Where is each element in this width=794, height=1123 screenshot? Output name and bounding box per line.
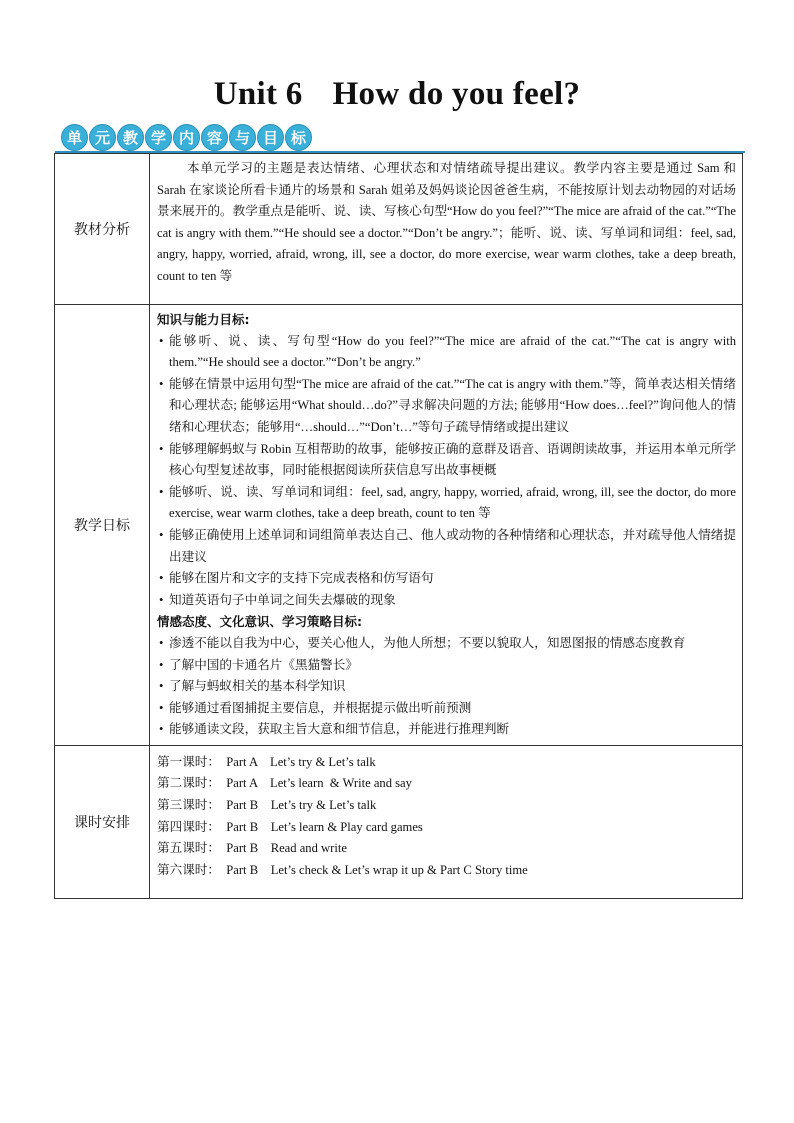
row-label-objectives: 教学日标 (55, 305, 150, 746)
list-item: • 能够理解蚂蚁与 Robin 互相帮助的故事，能够按正确的意群及语音、语调朗读故事，并运用本单元所学核心句型复述故事，同时能根据阅读所获信息写出故事梗概 (157, 439, 736, 482)
schedule-cell (150, 745, 743, 898)
list-item: • 能够在情景中运用句型“The mice are afraid of the cat.”“The cat is angry with them.”等，简单表达相关情绪和心理状态; 能够运用“What should…do?”寻求解决问题的方法; 能够用“How does…feel?”询问他人的情绪和心理状态；能够用“…should…”“Don’t…”等句子疏导情绪或提出建议 (157, 374, 736, 439)
list-item: • 能够正确使用上述单词和词组简单表达自己、他人或动物的各种情绪和心理状态，并对疏导他人情绪提出建议 (157, 525, 736, 568)
objectives-cell (150, 305, 743, 746)
header-char: 教 (117, 124, 144, 151)
lesson-line: 第四课时： Part B Let’s learn & Play card games (157, 819, 423, 834)
list-item: • 能够通过看图捕捉主要信息，并根据提示做出听前预测 (157, 698, 736, 720)
header-char: 容 (201, 124, 228, 151)
header-char: 标 (285, 124, 312, 151)
list-item: • 知道英语句子中单词之间失去爆破的现象 (157, 590, 736, 612)
analysis-cell (150, 154, 743, 305)
content-table (54, 153, 743, 899)
objectives-heading-knowledge: 知识与能力目标: (157, 312, 250, 327)
list-item: • 了解与蚂蚁相关的基本科学知识 (157, 676, 736, 698)
list-item: • 能够听、说、读、写句型“How do you feel?”“The mice are afraid of the cat.”“The cat is angry with them.”“He should see a doctor.”“Don’t be angry.” (157, 331, 736, 374)
analysis-text: 本单元学习的主题是表达情绪、心理状态和对情绪疏导提出建议。教学内容主要是通过 Sam 和 Sarah 在家谈论所看卡通片的场景和 Sarah 姐弟及妈妈谈论因爸爸生病，不能按原计划去动物园的对话场景来展开的。教学重点是能听、说、读、写核心句型“How do you feel?”“The mice are afraid of the cat.”“The cat is angry with them.”“He should see a doctor.”“Don’t be angry.”；能听、说、读、写单词和词组：feel, sad, angry, happy, worried, afraid, wrong, ill, see a doctor, do more exercise, wear warm clothes, take a deep breath, count to ten 等 (157, 161, 736, 283)
unit-topic: How do you feel? (332, 76, 581, 112)
header-char: 单 (61, 124, 88, 151)
row-objectives (55, 305, 743, 746)
lesson-line: 第三课时： Part B Let’s try & Let’s talk (157, 798, 377, 813)
list-item: • 渗透不能以自我为中心，要关心他人，为他人所想；不要以貌取人，知恩图报的情感态度教育 (157, 633, 736, 655)
header-char: 与 (229, 124, 256, 151)
page-title (0, 76, 794, 113)
header-char: 元 (89, 124, 116, 151)
list-item: • 能够通读文段，获取主旨大意和细节信息，并能进行推理判断 (157, 719, 736, 741)
header-char: 内 (173, 124, 200, 151)
header-char: 学 (145, 124, 172, 151)
header-char: 目 (257, 124, 284, 151)
lesson-line: 第一课时： Part A Let’s try & Let’s talk (157, 754, 376, 769)
section-header-bubbles (61, 124, 312, 151)
unit-number: Unit 6 (213, 76, 303, 112)
lesson-line: 第六课时： Part B Let’s check & Let’s wrap it up & Part C Story time (157, 862, 528, 877)
section-header (55, 124, 745, 152)
lesson-line: 第五课时： Part B Read and write (157, 841, 347, 856)
row-analysis (55, 154, 743, 305)
row-label-analysis: 教材分析 (55, 154, 150, 305)
row-label-schedule: 课时安排 (55, 745, 150, 898)
list-item: • 能够在图片和文字的支持下完成表格和仿写语句 (157, 568, 736, 590)
list-item: • 了解中国的卡通名片《黑猫警长》 (157, 655, 736, 677)
objectives-heading-attitude: 情感态度、文化意识、学习策略目标: (157, 614, 362, 630)
lesson-line: 第二课时： Part A Let’s learn & Write and say (157, 776, 412, 791)
row-schedule (55, 745, 743, 898)
list-item: • 能够听、说、读、写单词和词组：feel, sad, angry, happy, worried, afraid, wrong, ill, see the doctor, do more exercise, wear warm clothes, take a deep breath, count to ten 等 (157, 482, 736, 525)
